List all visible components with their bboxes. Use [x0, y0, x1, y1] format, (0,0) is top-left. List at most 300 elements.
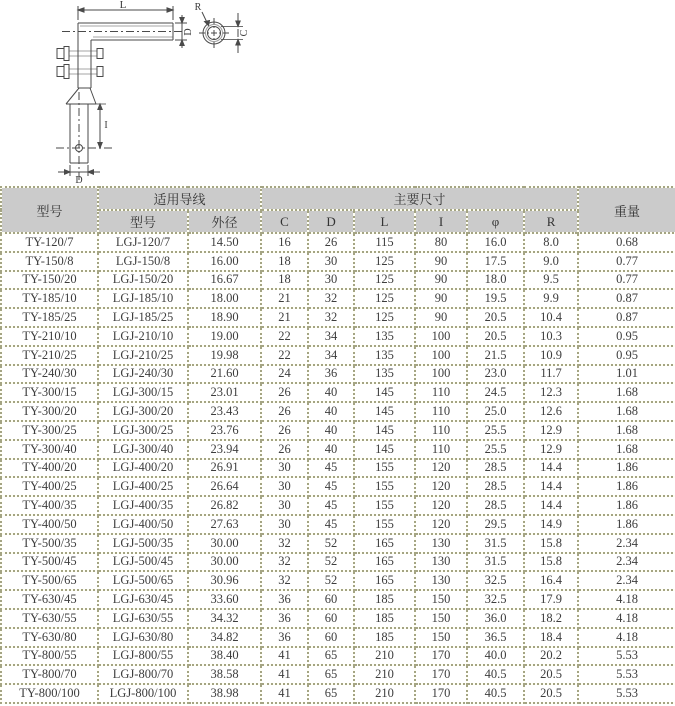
terminal-connector-diagram: [0, 0, 675, 186]
table-cell: 36: [308, 365, 354, 384]
table-cell: 20.5: [524, 684, 578, 703]
table-row: [1, 496, 675, 515]
header-row-1: [1, 187, 675, 210]
table-cell: 145: [354, 383, 415, 402]
table-cell: 23.01: [188, 383, 261, 402]
table-cell: 30.96: [188, 571, 261, 590]
table-cell: 185: [354, 590, 415, 609]
table-cell: 165: [354, 553, 415, 572]
table-cell: TY-800/55: [1, 647, 98, 666]
table-cell: 40.0: [467, 647, 524, 666]
table-cell: 36: [261, 590, 308, 609]
table-row: [1, 459, 675, 478]
table-cell: 41: [261, 684, 308, 703]
table-cell: 1.68: [578, 440, 675, 459]
table-cell: 36.0: [467, 609, 524, 628]
table-cell: 45: [308, 459, 354, 478]
table-cell: 30.00: [188, 553, 261, 572]
table-cell: 24.5: [467, 383, 524, 402]
table-cell: 36: [261, 609, 308, 628]
table-cell: 15.8: [524, 534, 578, 553]
table-cell: 90: [415, 271, 467, 290]
table-cell: 8.0: [524, 233, 578, 252]
table-cell: TY-800/70: [1, 665, 98, 684]
table-cell: 30: [308, 271, 354, 290]
table-cell: 12.9: [524, 440, 578, 459]
table-cell: 9.0: [524, 252, 578, 271]
table-cell: 23.43: [188, 402, 261, 421]
table-cell: LGJ-630/55: [98, 609, 188, 628]
table-row: [1, 609, 675, 628]
table-cell: 26.91: [188, 459, 261, 478]
col-header-weight: 重量: [578, 187, 675, 233]
table-cell: 30: [261, 459, 308, 478]
col-header-conductor-od: 外径: [188, 210, 261, 233]
table-cell: 110: [415, 402, 467, 421]
table-cell: 41: [261, 647, 308, 666]
table-cell: 125: [354, 252, 415, 271]
table-cell: 130: [415, 534, 467, 553]
technical-drawing: [0, 0, 675, 186]
table-row: [1, 647, 675, 666]
col-header-D: D: [308, 210, 354, 233]
table-cell: LGJ-210/25: [98, 346, 188, 365]
table-cell: 1.86: [578, 515, 675, 534]
table-cell: LGJ-240/30: [98, 365, 188, 384]
table-cell: LGJ-800/70: [98, 665, 188, 684]
table-cell: 16.67: [188, 271, 261, 290]
table-cell: 17.5: [467, 252, 524, 271]
table-cell: LGJ-500/65: [98, 571, 188, 590]
table-cell: 41: [261, 665, 308, 684]
table-cell: 38.58: [188, 665, 261, 684]
table-cell: 14.4: [524, 477, 578, 496]
table-cell: LGJ-500/35: [98, 534, 188, 553]
table-cell: TY-240/30: [1, 365, 98, 384]
table-cell: 9.9: [524, 289, 578, 308]
table-cell: 210: [354, 684, 415, 703]
table-cell: 5.53: [578, 647, 675, 666]
table-cell: 135: [354, 365, 415, 384]
spec-table-header: [1, 187, 675, 233]
table-cell: LGJ-300/15: [98, 383, 188, 402]
table-cell: 52: [308, 534, 354, 553]
col-header-model: 型号: [1, 187, 98, 233]
table-cell: LGJ-800/55: [98, 647, 188, 666]
table-cell: LGJ-120/7: [98, 233, 188, 252]
table-cell: 1.01: [578, 365, 675, 384]
table-cell: 22: [261, 327, 308, 346]
table-row: [1, 233, 675, 252]
table-cell: 120: [415, 459, 467, 478]
table-cell: 9.5: [524, 271, 578, 290]
table-cell: 185: [354, 628, 415, 647]
table-cell: TY-150/20: [1, 271, 98, 290]
table-cell: 23.76: [188, 421, 261, 440]
table-cell: 185: [354, 609, 415, 628]
table-cell: 18: [261, 252, 308, 271]
table-cell: 125: [354, 271, 415, 290]
table-cell: TY-120/7: [1, 233, 98, 252]
table-cell: TY-800/100: [1, 684, 98, 703]
table-cell: 14.9: [524, 515, 578, 534]
table-row: [1, 346, 675, 365]
table-cell: 10.9: [524, 346, 578, 365]
table-cell: LGJ-185/10: [98, 289, 188, 308]
table-cell: 36: [261, 628, 308, 647]
table-cell: 0.87: [578, 308, 675, 327]
table-cell: 150: [415, 609, 467, 628]
table-cell: TY-630/55: [1, 609, 98, 628]
col-header-C: C: [261, 210, 308, 233]
table-cell: 1.68: [578, 383, 675, 402]
table-cell: 145: [354, 402, 415, 421]
table-cell: 30: [308, 252, 354, 271]
table-cell: 18.00: [188, 289, 261, 308]
table-cell: TY-400/50: [1, 515, 98, 534]
table-cell: 120: [415, 496, 467, 515]
table-row: [1, 684, 675, 703]
table-cell: 26: [261, 421, 308, 440]
table-cell: 4.18: [578, 590, 675, 609]
table-cell: LGJ-630/80: [98, 628, 188, 647]
table-row: [1, 440, 675, 459]
table-cell: 20.5: [524, 665, 578, 684]
table-cell: TY-185/25: [1, 308, 98, 327]
dim-label-I: I: [104, 120, 108, 131]
table-cell: 19.5: [467, 289, 524, 308]
table-cell: 21.5: [467, 346, 524, 365]
table-cell: LGJ-630/45: [98, 590, 188, 609]
table-row: [1, 571, 675, 590]
table-cell: 210: [354, 647, 415, 666]
table-cell: 90: [415, 289, 467, 308]
table-cell: 1.86: [578, 459, 675, 478]
table-cell: 1.68: [578, 421, 675, 440]
table-cell: 165: [354, 571, 415, 590]
table-cell: 155: [354, 515, 415, 534]
table-cell: 26: [261, 440, 308, 459]
table-row: [1, 553, 675, 572]
table-cell: 100: [415, 327, 467, 346]
table-cell: 23.94: [188, 440, 261, 459]
table-cell: TY-500/35: [1, 534, 98, 553]
table-cell: 120: [415, 477, 467, 496]
table-row: [1, 590, 675, 609]
table-row: [1, 402, 675, 421]
table-cell: 130: [415, 553, 467, 572]
dim-label-C: C: [239, 29, 250, 37]
table-cell: 170: [415, 647, 467, 666]
table-cell: TY-400/35: [1, 496, 98, 515]
table-cell: 65: [308, 684, 354, 703]
table-cell: 26: [261, 402, 308, 421]
table-cell: 1.86: [578, 496, 675, 515]
table-cell: 45: [308, 496, 354, 515]
table-cell: 33.60: [188, 590, 261, 609]
table-cell: 16: [261, 233, 308, 252]
table-cell: TY-400/20: [1, 459, 98, 478]
table-cell: 45: [308, 515, 354, 534]
col-group-conductor: 适用导线: [98, 187, 261, 210]
table-cell: 27.63: [188, 515, 261, 534]
table-cell: 23.0: [467, 365, 524, 384]
table-cell: 2.34: [578, 553, 675, 572]
table-cell: 34: [308, 346, 354, 365]
table-cell: 65: [308, 647, 354, 666]
table-cell: 26.82: [188, 496, 261, 515]
table-cell: 40: [308, 383, 354, 402]
table-cell: LGJ-210/10: [98, 327, 188, 346]
header-row-2: [1, 210, 675, 233]
table-cell: 14.4: [524, 496, 578, 515]
table-cell: 32: [261, 553, 308, 572]
table-cell: 52: [308, 571, 354, 590]
table-cell: 15.8: [524, 553, 578, 572]
col-group-dimensions: 主要尺寸: [261, 187, 578, 210]
table-cell: 21: [261, 289, 308, 308]
table-cell: LGJ-400/35: [98, 496, 188, 515]
table-cell: 100: [415, 365, 467, 384]
table-cell: TY-185/10: [1, 289, 98, 308]
table-cell: TY-630/80: [1, 628, 98, 647]
table-cell: 155: [354, 496, 415, 515]
table-cell: 20.2: [524, 647, 578, 666]
table-cell: 165: [354, 534, 415, 553]
table-cell: 150: [415, 628, 467, 647]
table-cell: 135: [354, 346, 415, 365]
table-cell: 65: [308, 665, 354, 684]
table-cell: 19.00: [188, 327, 261, 346]
table-row: [1, 628, 675, 647]
table-cell: 60: [308, 628, 354, 647]
table-cell: 0.87: [578, 289, 675, 308]
table-cell: 150: [415, 590, 467, 609]
table-cell: 210: [354, 665, 415, 684]
table-cell: 31.5: [467, 534, 524, 553]
table-cell: 18: [261, 271, 308, 290]
table-cell: 29.5: [467, 515, 524, 534]
table-cell: 38.98: [188, 684, 261, 703]
col-header-I: I: [415, 210, 467, 233]
table-cell: 20.5: [467, 308, 524, 327]
table-cell: 120: [415, 515, 467, 534]
table-row: [1, 534, 675, 553]
table-cell: TY-150/8: [1, 252, 98, 271]
table-row: [1, 515, 675, 534]
table-cell: 38.40: [188, 647, 261, 666]
table-cell: TY-300/40: [1, 440, 98, 459]
dim-label-D-bottom: D: [75, 175, 83, 186]
table-cell: 170: [415, 684, 467, 703]
table-cell: 40.5: [467, 665, 524, 684]
table-cell: 10.4: [524, 308, 578, 327]
table-cell: 100: [415, 346, 467, 365]
table-cell: 32.5: [467, 571, 524, 590]
dim-label-D-top: D: [183, 28, 194, 36]
table-cell: 0.77: [578, 252, 675, 271]
table-cell: 170: [415, 665, 467, 684]
table-cell: 145: [354, 421, 415, 440]
col-header-R: R: [524, 210, 578, 233]
table-cell: TY-210/25: [1, 346, 98, 365]
dim-label-L: L: [119, 0, 127, 11]
table-cell: 25.0: [467, 402, 524, 421]
table-cell: LGJ-150/20: [98, 271, 188, 290]
table-cell: 16.0: [467, 233, 524, 252]
table-cell: TY-300/20: [1, 402, 98, 421]
table-cell: 21: [261, 308, 308, 327]
table-cell: 16.00: [188, 252, 261, 271]
table-cell: 12.9: [524, 421, 578, 440]
table-cell: 40: [308, 402, 354, 421]
table-cell: 28.5: [467, 459, 524, 478]
table-row: [1, 421, 675, 440]
table-cell: 36.5: [467, 628, 524, 647]
table-cell: 25.5: [467, 440, 524, 459]
table-cell: 0.95: [578, 327, 675, 346]
table-cell: LGJ-400/20: [98, 459, 188, 478]
table-cell: 32: [261, 571, 308, 590]
table-cell: TY-500/45: [1, 553, 98, 572]
table-cell: 4.18: [578, 628, 675, 647]
table-cell: 0.77: [578, 271, 675, 290]
table-row: [1, 383, 675, 402]
table-cell: LGJ-300/40: [98, 440, 188, 459]
table-cell: 14.50: [188, 233, 261, 252]
table-cell: 25.5: [467, 421, 524, 440]
table-cell: TY-500/65: [1, 571, 98, 590]
table-cell: 19.98: [188, 346, 261, 365]
table-row: [1, 252, 675, 271]
table-cell: 52: [308, 553, 354, 572]
table-cell: LGJ-400/25: [98, 477, 188, 496]
table-cell: LGJ-500/45: [98, 553, 188, 572]
table-cell: 34: [308, 327, 354, 346]
dim-label-R: R: [194, 2, 202, 13]
table-cell: 30.00: [188, 534, 261, 553]
table-cell: 2.34: [578, 534, 675, 553]
table-row: [1, 477, 675, 496]
table-row: [1, 271, 675, 290]
table-cell: TY-630/45: [1, 590, 98, 609]
table-cell: 135: [354, 327, 415, 346]
table-cell: 110: [415, 440, 467, 459]
table-cell: 30: [261, 496, 308, 515]
table-cell: TY-300/25: [1, 421, 98, 440]
table-cell: 2.34: [578, 571, 675, 590]
table-cell: 40.5: [467, 684, 524, 703]
table-cell: 45: [308, 477, 354, 496]
table-cell: 28.5: [467, 496, 524, 515]
table-cell: 12.6: [524, 402, 578, 421]
table-cell: 130: [415, 571, 467, 590]
table-cell: 32: [308, 308, 354, 327]
table-cell: 18.2: [524, 609, 578, 628]
table-cell: 115: [354, 233, 415, 252]
table-cell: 1.86: [578, 477, 675, 496]
spec-table: [0, 186, 675, 704]
table-cell: 14.4: [524, 459, 578, 478]
table-cell: 31.5: [467, 553, 524, 572]
table-cell: 5.53: [578, 665, 675, 684]
table-cell: 24: [261, 365, 308, 384]
table-cell: 125: [354, 289, 415, 308]
table-cell: TY-210/10: [1, 327, 98, 346]
table-cell: 60: [308, 609, 354, 628]
table-cell: 12.3: [524, 383, 578, 402]
table-cell: 18.0: [467, 271, 524, 290]
table-row: [1, 365, 675, 384]
table-cell: 10.3: [524, 327, 578, 346]
table-cell: 155: [354, 459, 415, 478]
table-row: [1, 327, 675, 346]
table-cell: LGJ-800/100: [98, 684, 188, 703]
table-cell: LGJ-400/50: [98, 515, 188, 534]
table-cell: 90: [415, 252, 467, 271]
table-cell: 155: [354, 477, 415, 496]
table-cell: LGJ-150/8: [98, 252, 188, 271]
table-cell: 1.68: [578, 402, 675, 421]
table-cell: 60: [308, 590, 354, 609]
table-cell: TY-400/25: [1, 477, 98, 496]
table-cell: 125: [354, 308, 415, 327]
table-cell: 26: [261, 383, 308, 402]
table-cell: 28.5: [467, 477, 524, 496]
table-cell: 32.5: [467, 590, 524, 609]
table-cell: 30: [261, 515, 308, 534]
table-cell: 5.53: [578, 684, 675, 703]
table-cell: 18.4: [524, 628, 578, 647]
table-cell: 0.68: [578, 233, 675, 252]
table-row: [1, 308, 675, 327]
col-header-conductor-model: 型号: [98, 210, 188, 233]
table-row: [1, 289, 675, 308]
table-cell: 90: [415, 308, 467, 327]
table-cell: 11.7: [524, 365, 578, 384]
table-cell: TY-300/15: [1, 383, 98, 402]
table-cell: 18.90: [188, 308, 261, 327]
table-cell: 110: [415, 383, 467, 402]
table-cell: 32: [261, 534, 308, 553]
table-cell: 34.32: [188, 609, 261, 628]
table-cell: LGJ-185/25: [98, 308, 188, 327]
table-cell: 145: [354, 440, 415, 459]
table-cell: 26.64: [188, 477, 261, 496]
table-cell: 110: [415, 421, 467, 440]
table-cell: 34.82: [188, 628, 261, 647]
table-cell: LGJ-300/25: [98, 421, 188, 440]
table-cell: 16.4: [524, 571, 578, 590]
table-cell: LGJ-300/20: [98, 402, 188, 421]
table-cell: 17.9: [524, 590, 578, 609]
table-cell: 20.5: [467, 327, 524, 346]
table-cell: 80: [415, 233, 467, 252]
table-cell: 4.18: [578, 609, 675, 628]
col-header-L: L: [354, 210, 415, 233]
spec-table-body: [1, 233, 675, 703]
table-cell: 30: [261, 477, 308, 496]
table-cell: 21.60: [188, 365, 261, 384]
col-header-phi: φ: [467, 210, 524, 233]
table-cell: 22: [261, 346, 308, 365]
table-cell: 40: [308, 421, 354, 440]
table-cell: 0.95: [578, 346, 675, 365]
table-row: [1, 665, 675, 684]
table-cell: 40: [308, 440, 354, 459]
table-cell: 32: [308, 289, 354, 308]
table-cell: 26: [308, 233, 354, 252]
